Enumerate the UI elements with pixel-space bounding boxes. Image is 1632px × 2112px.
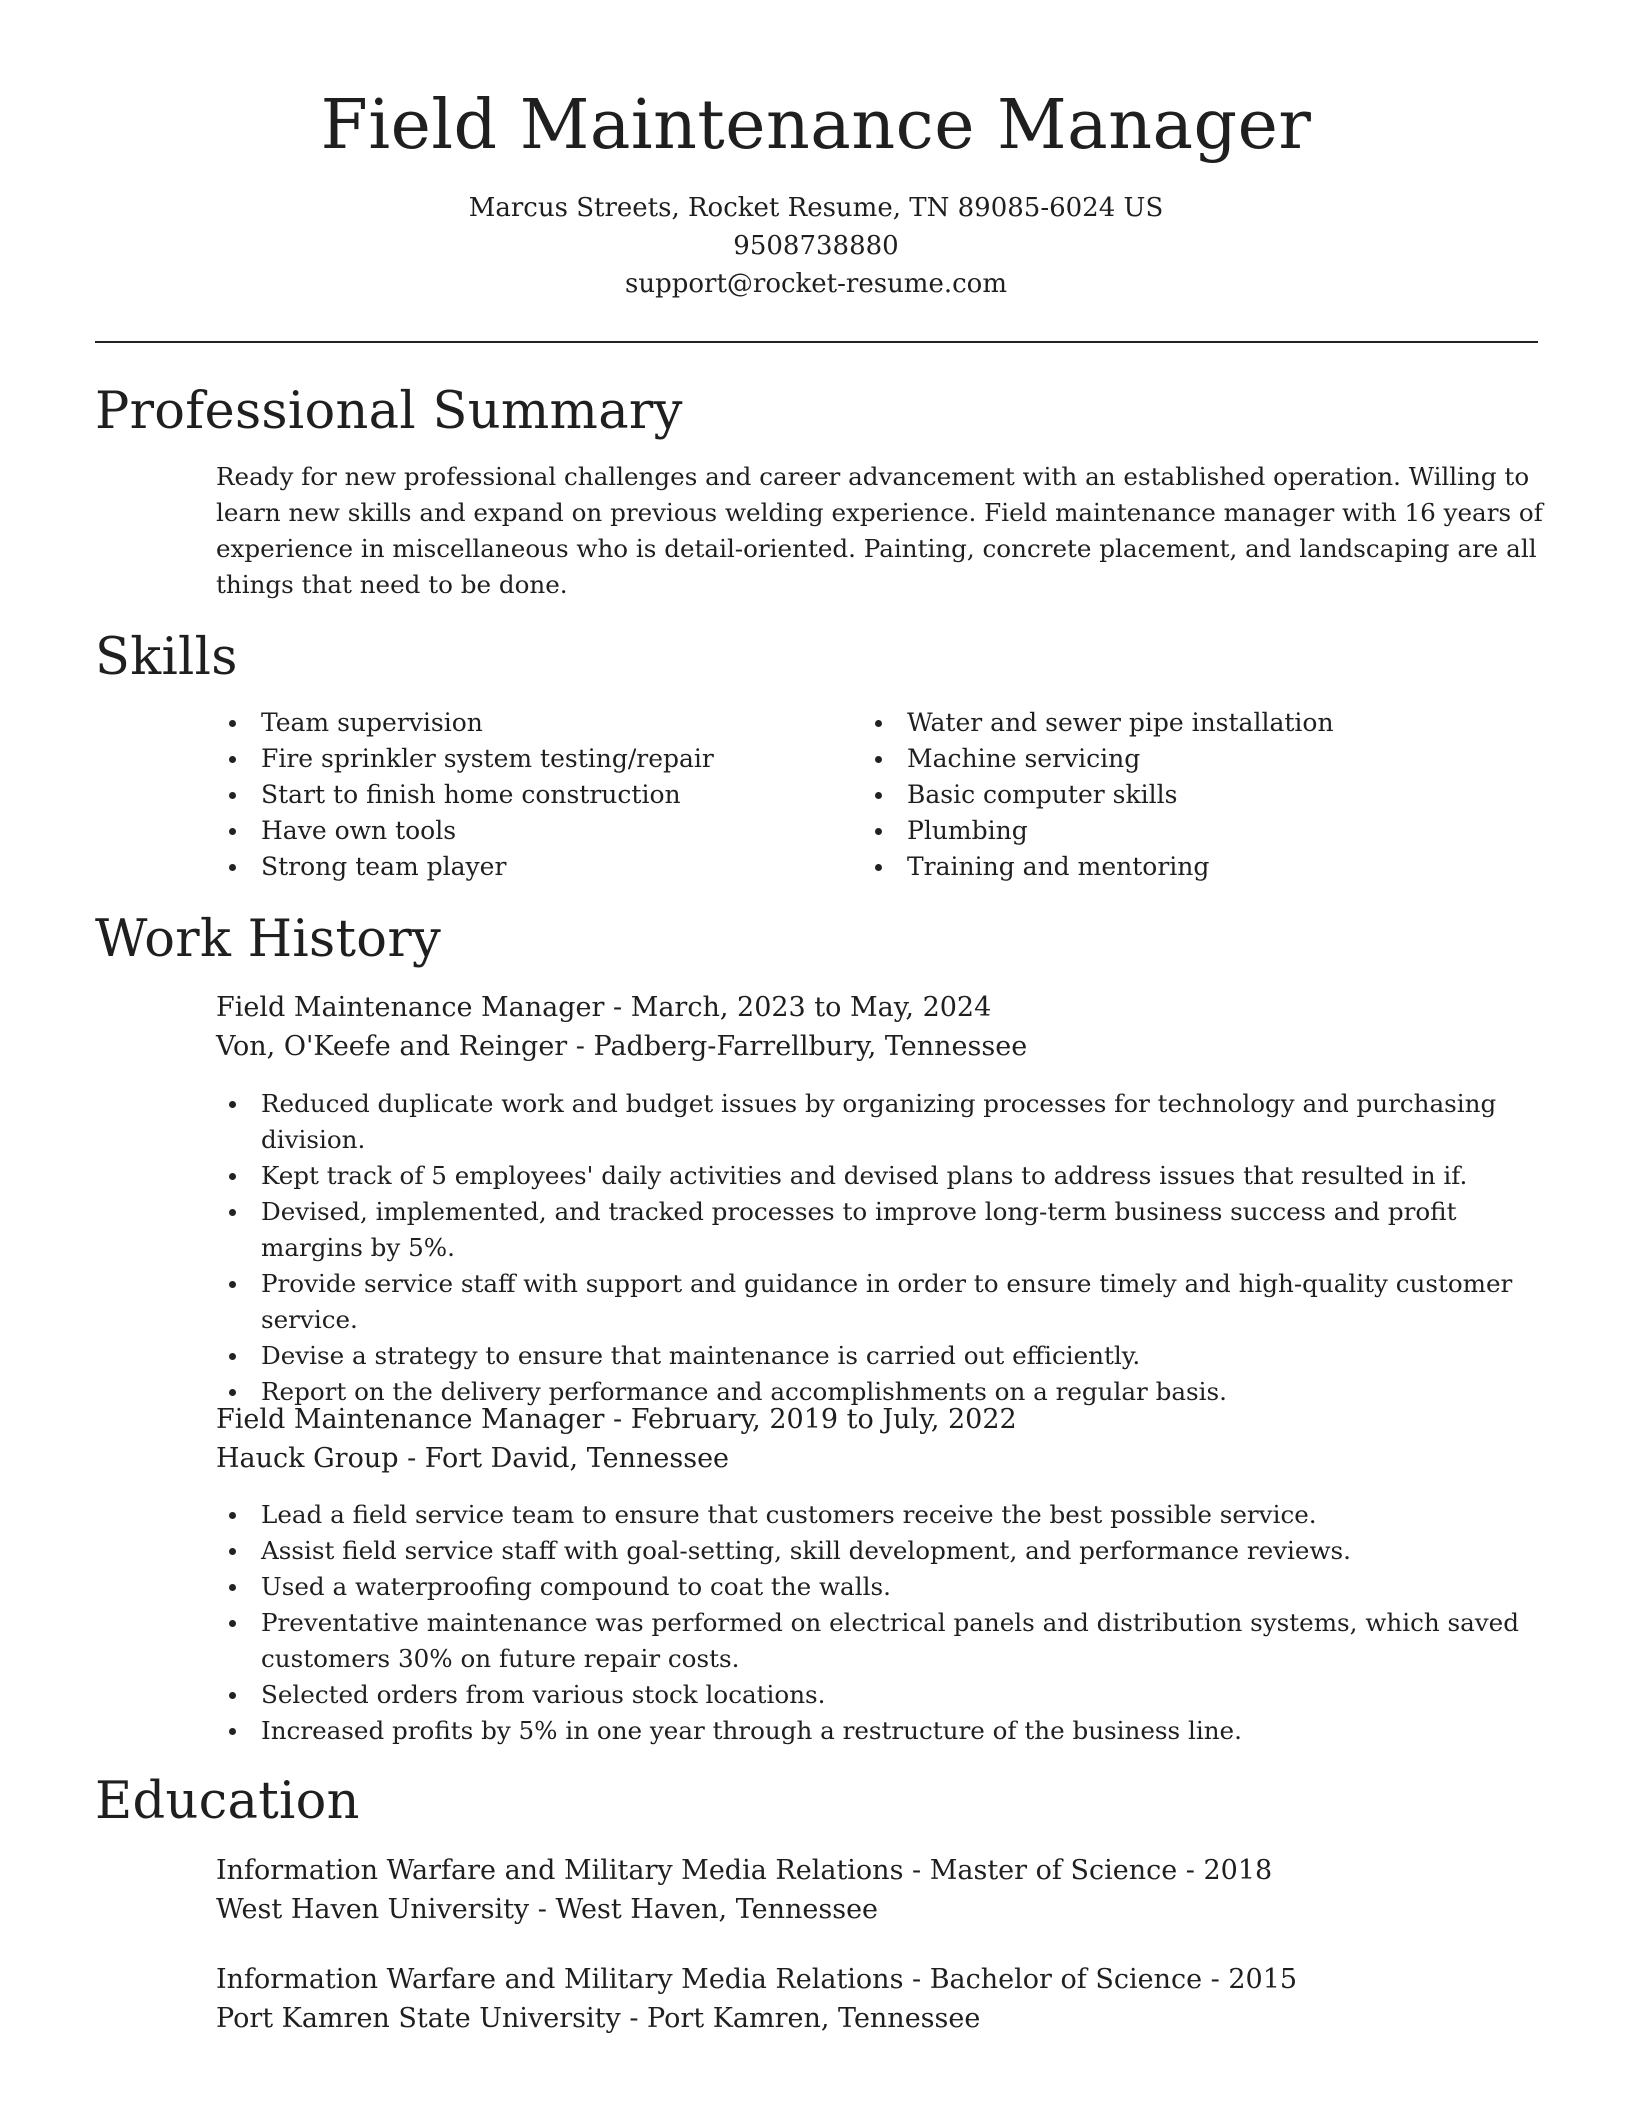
- skill-item: Team supervision: [216, 705, 816, 741]
- job-bullet: Devised, implemented, and tracked processes to improve long-term business success and profit margins by 5%.: [216, 1194, 1546, 1266]
- job-bullet: Reduced duplicate work and budget issues by organizing processes for technology and purchasing division.: [216, 1086, 1546, 1158]
- education-degree-line: Information Warfare and Military Media Relations - Master of Science - 2018: [216, 1855, 1273, 1886]
- skill-item: Machine servicing: [862, 741, 1512, 777]
- job-bullets: [216, 1086, 1546, 1410]
- skill-item: Water and sewer pipe installation: [862, 705, 1512, 741]
- skills-list-left: [216, 705, 816, 885]
- job-title-line: Field Maintenance Manager - March, 2023 to May, 2024: [216, 992, 992, 1023]
- contact-email: support@rocket-resume.com: [624, 269, 1007, 299]
- job-bullet: Used a waterproofing compound to coat the walls.: [216, 1569, 1546, 1605]
- education-degree-line: Information Warfare and Military Media Relations - Bachelor of Science - 2015: [216, 1964, 1298, 1995]
- skill-item: Start to finish home construction: [216, 777, 816, 813]
- job-title-line: Field Maintenance Manager - February, 2019 to July, 2022: [216, 1404, 1017, 1435]
- education-entry: [216, 1851, 1272, 1929]
- contact-address: Marcus Streets, Rocket Resume, TN 89085-6024 US: [468, 193, 1164, 223]
- skills-heading: Skills: [95, 628, 238, 687]
- header-divider: [95, 341, 1538, 343]
- summary-text: Ready for new professional challenges and career advancement with an established operation. Willing to learn new skills and expand on previous welding experience. Field maintenance manager with 16 years of experience in miscellaneous who is detail-oriented. Painting, concrete placement, and landscaping are all things that need to be done.: [216, 462, 1543, 599]
- job-bullets: [216, 1497, 1546, 1749]
- job-header: [216, 988, 1027, 1066]
- job-bullet: Kept track of 5 employees' daily activities and devised plans to address issues that resulted in if.: [216, 1158, 1546, 1194]
- education-entry: [216, 1960, 1297, 2038]
- skill-item: Plumbing: [862, 813, 1512, 849]
- job-bullet: Devise a strategy to ensure that maintenance is carried out efficiently.: [216, 1338, 1546, 1374]
- job-bullet: Assist field service staff with goal-setting, skill development, and performance reviews.: [216, 1533, 1546, 1569]
- skill-item: Training and mentoring: [862, 849, 1512, 885]
- skill-item: Have own tools: [216, 813, 816, 849]
- education-school-line: Port Kamren State University - Port Kamren, Tennessee: [216, 2003, 981, 2034]
- job-company-line: Hauck Group - Fort David, Tennessee: [216, 1443, 730, 1474]
- job-bullet: Report on the delivery performance and accomplishments on a regular basis.: [216, 1374, 1546, 1410]
- job-header: [216, 1400, 1017, 1478]
- work-heading: Work History: [95, 910, 442, 969]
- resume-title: Field Maintenance Manager: [320, 86, 1312, 165]
- job-company-line: Von, O'Keefe and Reinger - Padberg-Farrellbury, Tennessee: [216, 1031, 1028, 1062]
- job-bullet: Preventative maintenance was performed on electrical panels and distribution systems, which saved customers 30% on future repair costs.: [216, 1605, 1546, 1677]
- skill-item: Strong team player: [216, 849, 816, 885]
- education-heading: Education: [95, 1772, 360, 1831]
- summary-heading: Professional Summary: [95, 382, 683, 441]
- contact-phone: 9508738880: [733, 231, 899, 261]
- skill-item: Fire sprinkler system testing/repair: [216, 741, 816, 777]
- job-bullet: Provide service staff with support and guidance in order to ensure timely and high-quality customer service.: [216, 1266, 1546, 1338]
- job-bullet: Increased profits by 5% in one year through a restructure of the business line.: [216, 1713, 1546, 1749]
- skills-list-right: [862, 705, 1512, 885]
- job-bullet: Lead a field service team to ensure that customers receive the best possible service.: [216, 1497, 1546, 1533]
- contact-block: [0, 189, 1632, 303]
- skill-item: Basic computer skills: [862, 777, 1512, 813]
- job-bullet: Selected orders from various stock locations.: [216, 1677, 1546, 1713]
- education-school-line: West Haven University - West Haven, Tennessee: [216, 1894, 879, 1925]
